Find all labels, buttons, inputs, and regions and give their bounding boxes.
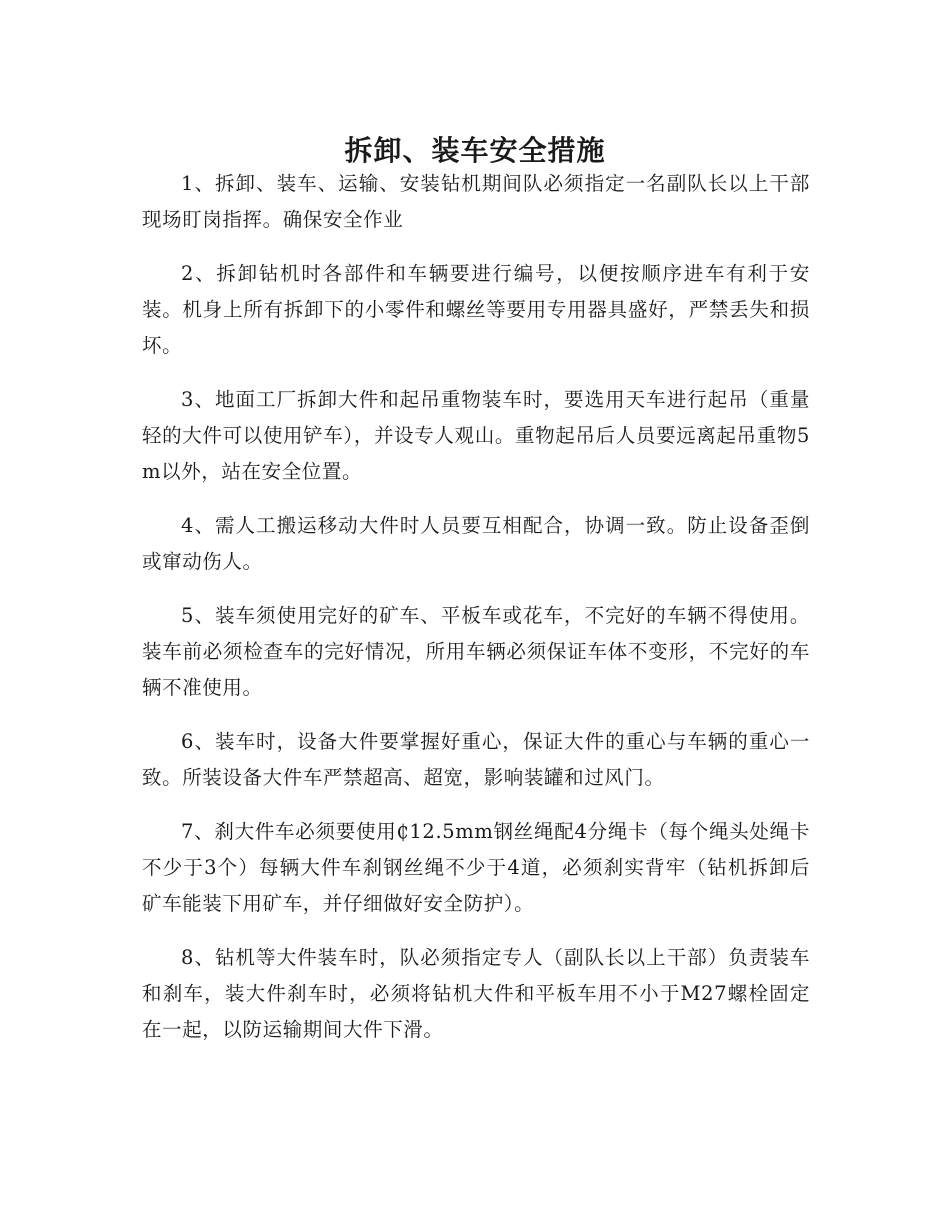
paragraph-8: 8、钻机等大件装车时，队必须指定专人（副队长以上干部）负责装车和刹车，装大件刹车时，必须将钻机大件和平板车用不小于M27螺栓固定在一起，以防运输期间大件下滑。 — [142, 946, 810, 1041]
paragraph-7: 7、刹大件车必须要使用₵12.5mm钢丝绳配4分绳卡（每个绳头处绳卡不少于3个）每辆大件车刹钢丝绳不少于4道，必须刹实背牢（钻机拆卸后矿车能装下用矿车，并仔细做好安全防护）。 — [142, 820, 810, 915]
paragraph-2: 2、拆卸钻机时各部件和车辆要进行编号，以便按顺序进车有利于安装。机身上所有拆卸下的小零件和螺丝等要用专用器具盛好，严禁丢失和损坏。 — [142, 262, 810, 357]
document-body — [142, 166, 810, 1066]
document-title: 拆卸、装车安全措施 — [344, 133, 606, 167]
paragraph-3: 3、地面工厂拆卸大件和起吊重物装车时，要选用天车进行起吊（重量轻的大件可以使用铲车），并设专人观山。重物起吊后人员要远离起吊重物5m以外，站在安全位置。 — [142, 388, 810, 483]
paragraph-4: 4、需人工搬运移动大件时人员要互相配合，协调一致。防止设备歪倒或窜动伤人。 — [142, 514, 810, 573]
paragraph-5: 5、装车须使用完好的矿车、平板车或花车，不完好的车辆不得使用。装车前必须检查车的完好情况，所用车辆必须保证车体不变形，不完好的车辆不准使用。 — [142, 604, 810, 699]
paragraph-1: 1、拆卸、装车、运输、安装钻机期间队必须指定一名副队长以上干部现场盯岗指挥。确保安全作业 — [142, 172, 810, 231]
paragraph-6: 6、装车时，设备大件要掌握好重心，保证大件的重心与车辆的重心一致。所装设备大件车严禁超高、超宽，影响装罐和过风门。 — [142, 730, 810, 789]
